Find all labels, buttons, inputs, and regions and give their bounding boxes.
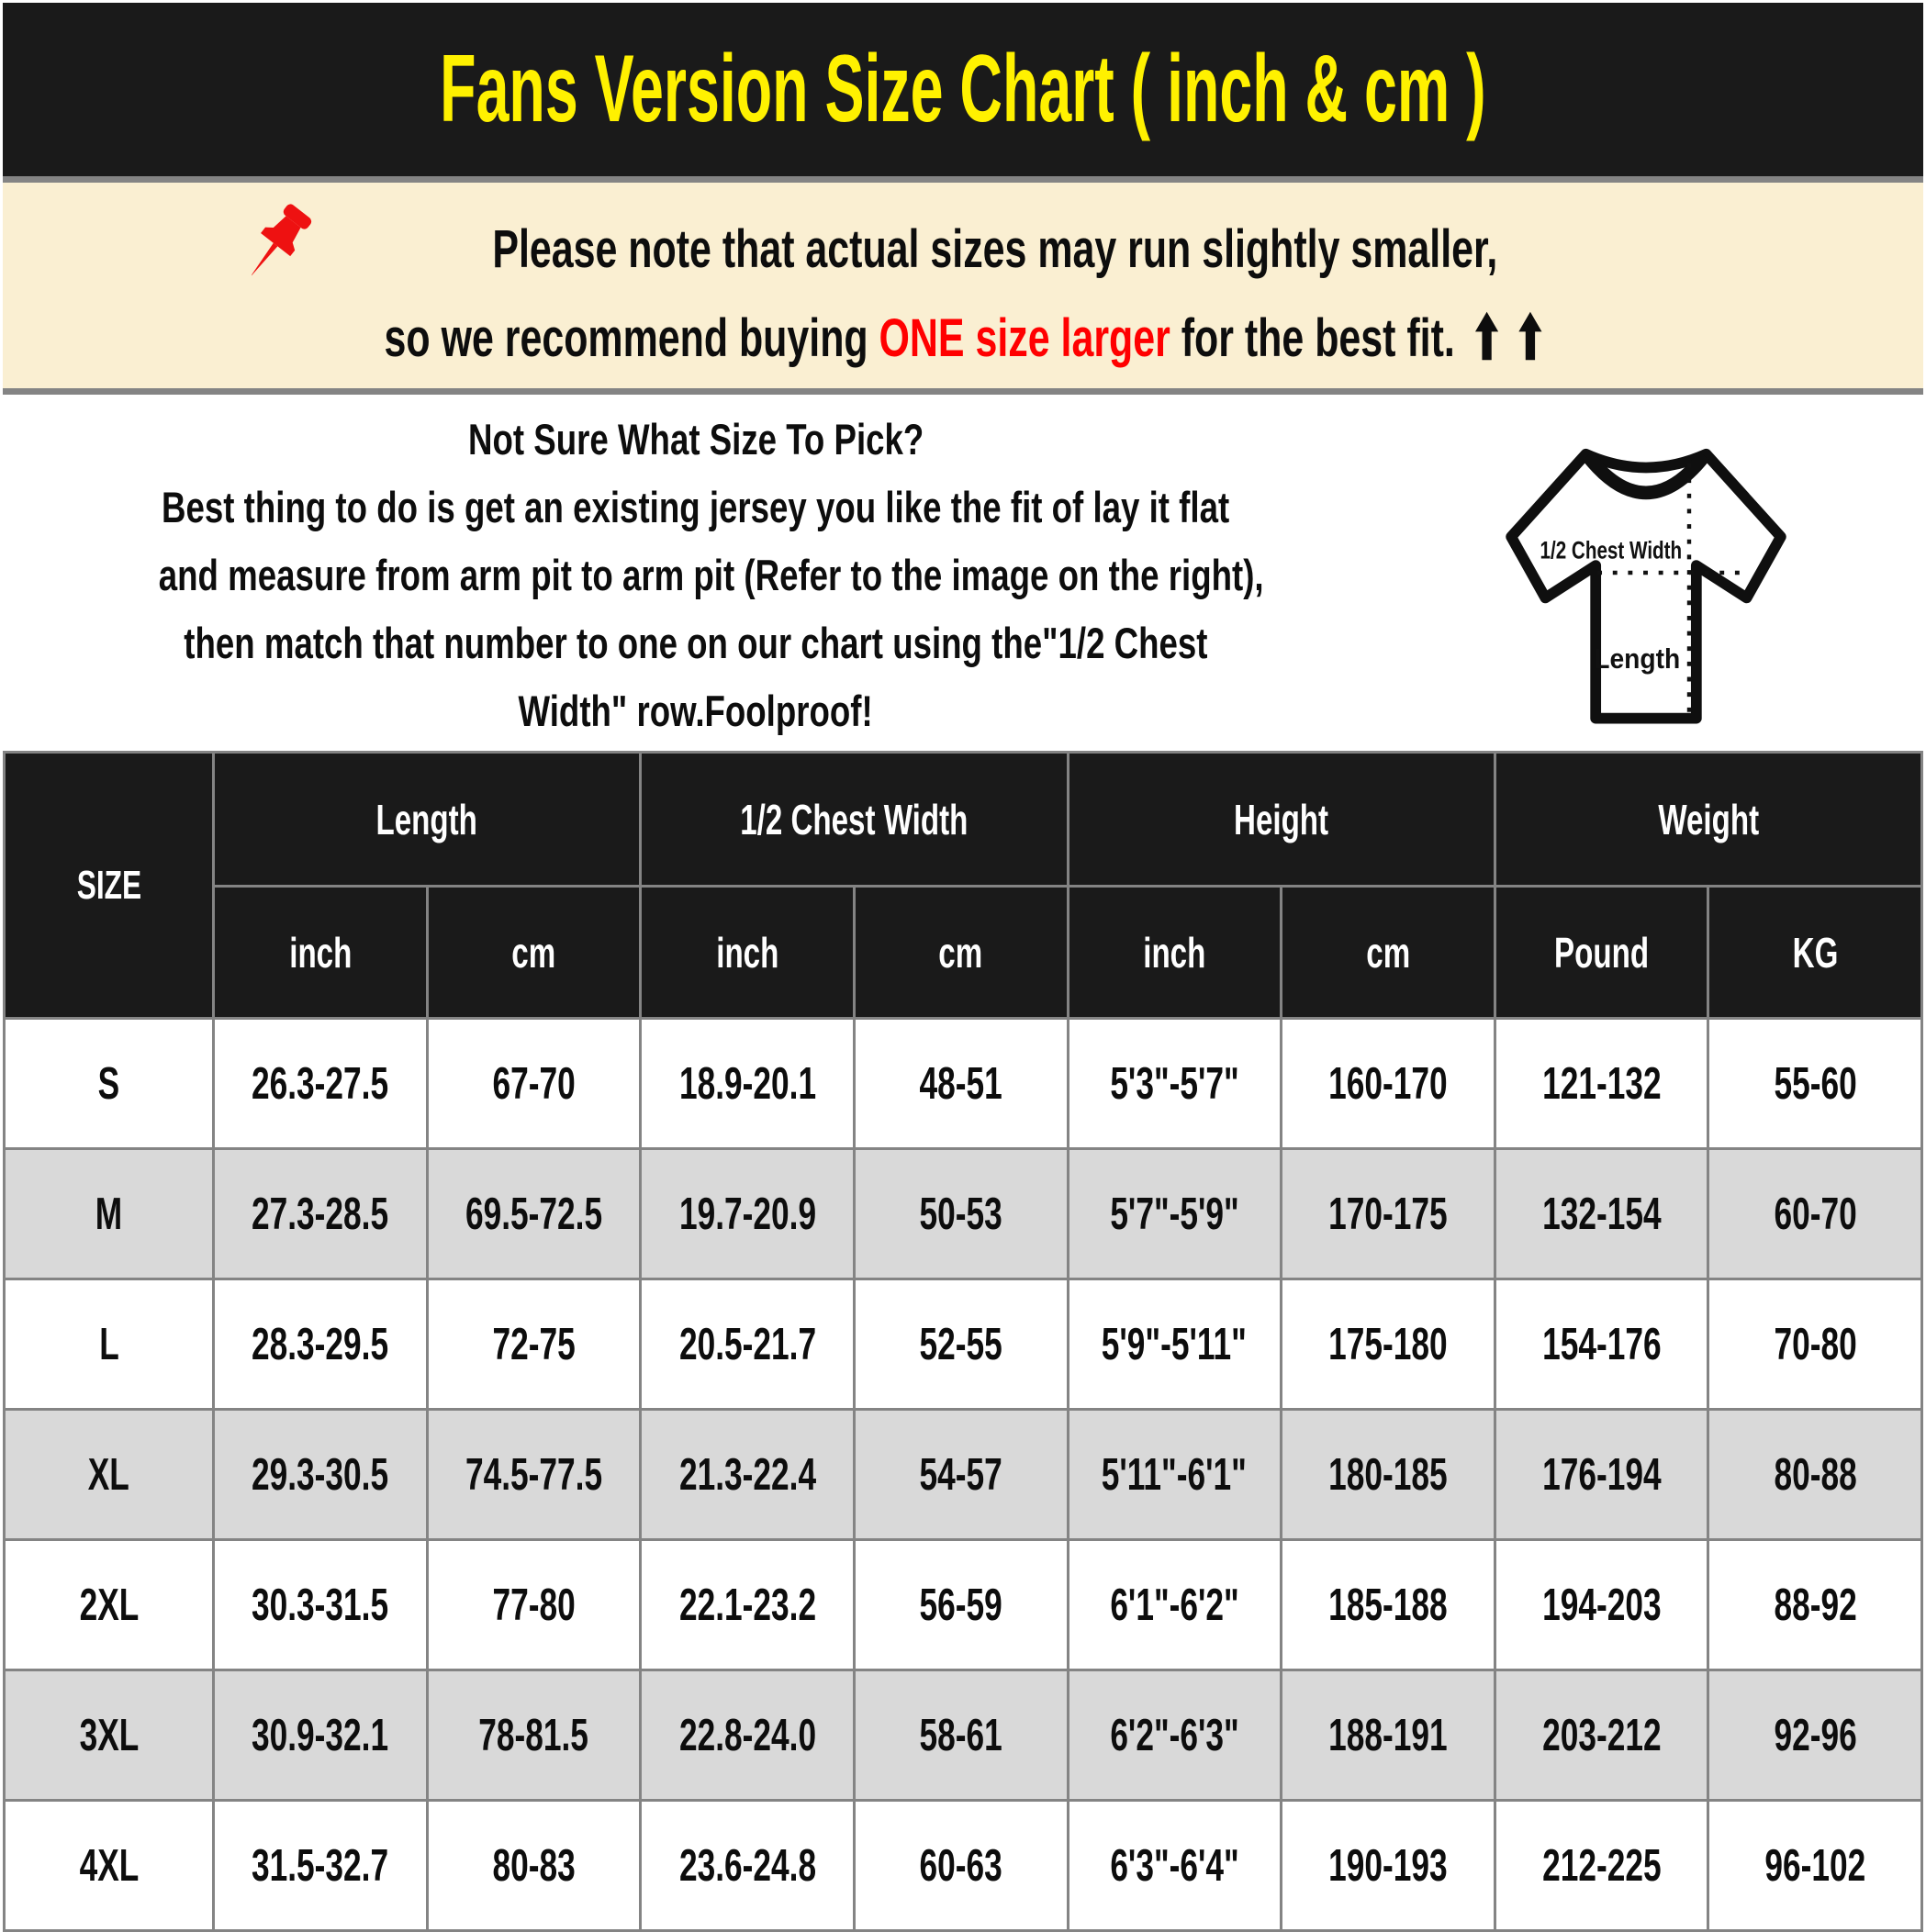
table-row-2xl <box>5 1540 1922 1670</box>
guide-line: Best thing to do is get an existing jersey you like the fit of lay it flat <box>162 483 1230 531</box>
value-cell: 212-225 <box>1495 1801 1708 1931</box>
value-cell: 29.3-30.5 <box>214 1410 428 1540</box>
value-cell: 30.3-31.5 <box>214 1540 428 1670</box>
value-cell: 188-191 <box>1282 1670 1495 1801</box>
guide-line: and measure from arm pit to arm pit (Refer to the image on the right), <box>158 551 1264 599</box>
value-cell: 5'7"-5'9" <box>1068 1149 1282 1279</box>
table-row-4xl <box>5 1801 1922 1931</box>
value-cell: 27.3-28.5 <box>214 1149 428 1279</box>
note-text-1: Please note that actual sizes may run slightly smaller, <box>492 219 1498 279</box>
table-row-m <box>5 1149 1922 1279</box>
value-cell: 80-88 <box>1708 1410 1922 1540</box>
guide-line: then match that number to one on our chart using the"1/2 Chest <box>184 619 1208 667</box>
sizing-guide-text <box>3 400 1389 745</box>
value-cell: 69.5-72.5 <box>427 1149 641 1279</box>
size-cell: 2XL <box>5 1540 214 1670</box>
size-cell: S <box>5 1019 214 1149</box>
value-cell: 60-70 <box>1708 1149 1922 1279</box>
value-cell: 60-63 <box>854 1801 1068 1931</box>
subcol-length-inch: inch <box>214 887 428 1019</box>
value-cell: 175-180 <box>1282 1279 1495 1410</box>
subcol-length-cm: cm <box>427 887 641 1019</box>
title-bar <box>3 3 1923 176</box>
value-cell: 6'3"-6'4" <box>1068 1801 1282 1931</box>
up-arrow-icon <box>1518 310 1541 362</box>
value-cell: 5'3"-5'7" <box>1068 1019 1282 1149</box>
note-text-2 <box>384 307 1541 369</box>
value-cell: 5'11"-6'1" <box>1068 1410 1282 1540</box>
value-cell: 176-194 <box>1495 1410 1708 1540</box>
size-table <box>3 751 1923 1932</box>
value-cell: 72-75 <box>427 1279 641 1410</box>
subcol-chest-inch: inch <box>641 887 855 1019</box>
value-cell: 48-51 <box>854 1019 1068 1149</box>
value-cell: 23.6-24.8 <box>641 1801 855 1931</box>
value-cell: 6'1"-6'2" <box>1068 1540 1282 1670</box>
size-cell: 3XL <box>5 1670 214 1801</box>
pushpin-icon <box>252 203 312 296</box>
value-cell: 185-188 <box>1282 1540 1495 1670</box>
col-group-chest-width: 1/2 Chest Width <box>641 753 1068 887</box>
note-highlight: ONE size larger <box>879 307 1170 368</box>
value-cell: 194-203 <box>1495 1540 1708 1670</box>
value-cell: 92-96 <box>1708 1670 1922 1801</box>
value-cell: 96-102 <box>1708 1801 1922 1931</box>
value-cell: 26.3-27.5 <box>214 1019 428 1149</box>
tshirt-measure-diagram <box>1389 402 1903 743</box>
size-cell: XL <box>5 1410 214 1540</box>
value-cell: 22.1-23.2 <box>641 1540 855 1670</box>
section-divider <box>3 176 1923 183</box>
value-cell: 88-92 <box>1708 1540 1922 1670</box>
size-cell: M <box>5 1149 214 1279</box>
value-cell: 31.5-32.7 <box>214 1801 428 1931</box>
note-text-2-prefix: so we recommend buying <box>384 307 879 368</box>
subcol-height-cm: cm <box>1282 887 1495 1019</box>
value-cell: 160-170 <box>1282 1019 1495 1149</box>
note-line-2 <box>181 307 1745 369</box>
tshirt-icon <box>1449 402 1843 743</box>
value-cell: 20.5-21.7 <box>641 1279 855 1410</box>
value-cell: 203-212 <box>1495 1670 1708 1801</box>
up-arrow-icon <box>1475 310 1498 362</box>
table-row-3xl <box>5 1670 1922 1801</box>
chest-width-label: 1/2 Chest Width <box>1540 536 1683 564</box>
subcol-weight-kg: KG <box>1708 887 1922 1019</box>
note-banner <box>3 183 1923 388</box>
guide-heading: Not Sure What Size To Pick? <box>467 415 924 463</box>
value-cell: 190-193 <box>1282 1801 1495 1931</box>
value-cell: 55-60 <box>1708 1019 1922 1149</box>
value-cell: 67-70 <box>427 1019 641 1149</box>
value-cell: 6'2"-6'3" <box>1068 1670 1282 1801</box>
value-cell: 5'9"-5'11" <box>1068 1279 1282 1410</box>
value-cell: 19.7-20.9 <box>641 1149 855 1279</box>
value-cell: 28.3-29.5 <box>214 1279 428 1410</box>
subcol-weight-pound: Pound <box>1495 887 1708 1019</box>
size-cell: L <box>5 1279 214 1410</box>
value-cell: 52-55 <box>854 1279 1068 1410</box>
value-cell: 70-80 <box>1708 1279 1922 1410</box>
page-title: Fans Version Size Chart ( inch & cm ) <box>440 36 1486 142</box>
value-cell: 78-81.5 <box>427 1670 641 1801</box>
col-header-size: SIZE <box>5 753 214 1019</box>
value-cell: 154-176 <box>1495 1279 1708 1410</box>
col-group-length: Length <box>214 753 641 887</box>
size-cell: 4XL <box>5 1801 214 1931</box>
value-cell: 121-132 <box>1495 1019 1708 1149</box>
col-group-height: Height <box>1068 753 1495 887</box>
subcol-height-inch: inch <box>1068 887 1282 1019</box>
value-cell: 170-175 <box>1282 1149 1495 1279</box>
table-row-xl <box>5 1410 1922 1540</box>
table-row-l <box>5 1279 1922 1410</box>
value-cell: 132-154 <box>1495 1149 1708 1279</box>
length-label: Length <box>1594 643 1681 675</box>
subcol-chest-cm: cm <box>854 887 1068 1019</box>
section-divider <box>3 388 1923 395</box>
value-cell: 21.3-22.4 <box>641 1410 855 1540</box>
value-cell: 18.9-20.1 <box>641 1019 855 1149</box>
note-line-1 <box>252 203 1674 296</box>
table-row-s <box>5 1019 1922 1149</box>
sizing-guide <box>3 395 1923 751</box>
col-group-weight: Weight <box>1495 753 1921 887</box>
value-cell: 80-83 <box>427 1801 641 1931</box>
size-table-header <box>5 753 1922 1019</box>
value-cell: 22.8-24.0 <box>641 1670 855 1801</box>
value-cell: 180-185 <box>1282 1410 1495 1540</box>
value-cell: 56-59 <box>854 1540 1068 1670</box>
value-cell: 58-61 <box>854 1670 1068 1801</box>
value-cell: 77-80 <box>427 1540 641 1670</box>
note-text-2-suffix: for the best fit. <box>1170 307 1455 368</box>
value-cell: 50-53 <box>854 1149 1068 1279</box>
value-cell: 74.5-77.5 <box>427 1410 641 1540</box>
guide-line: Width" row.Foolproof! <box>518 687 874 735</box>
value-cell: 30.9-32.1 <box>214 1670 428 1801</box>
value-cell: 54-57 <box>854 1410 1068 1540</box>
